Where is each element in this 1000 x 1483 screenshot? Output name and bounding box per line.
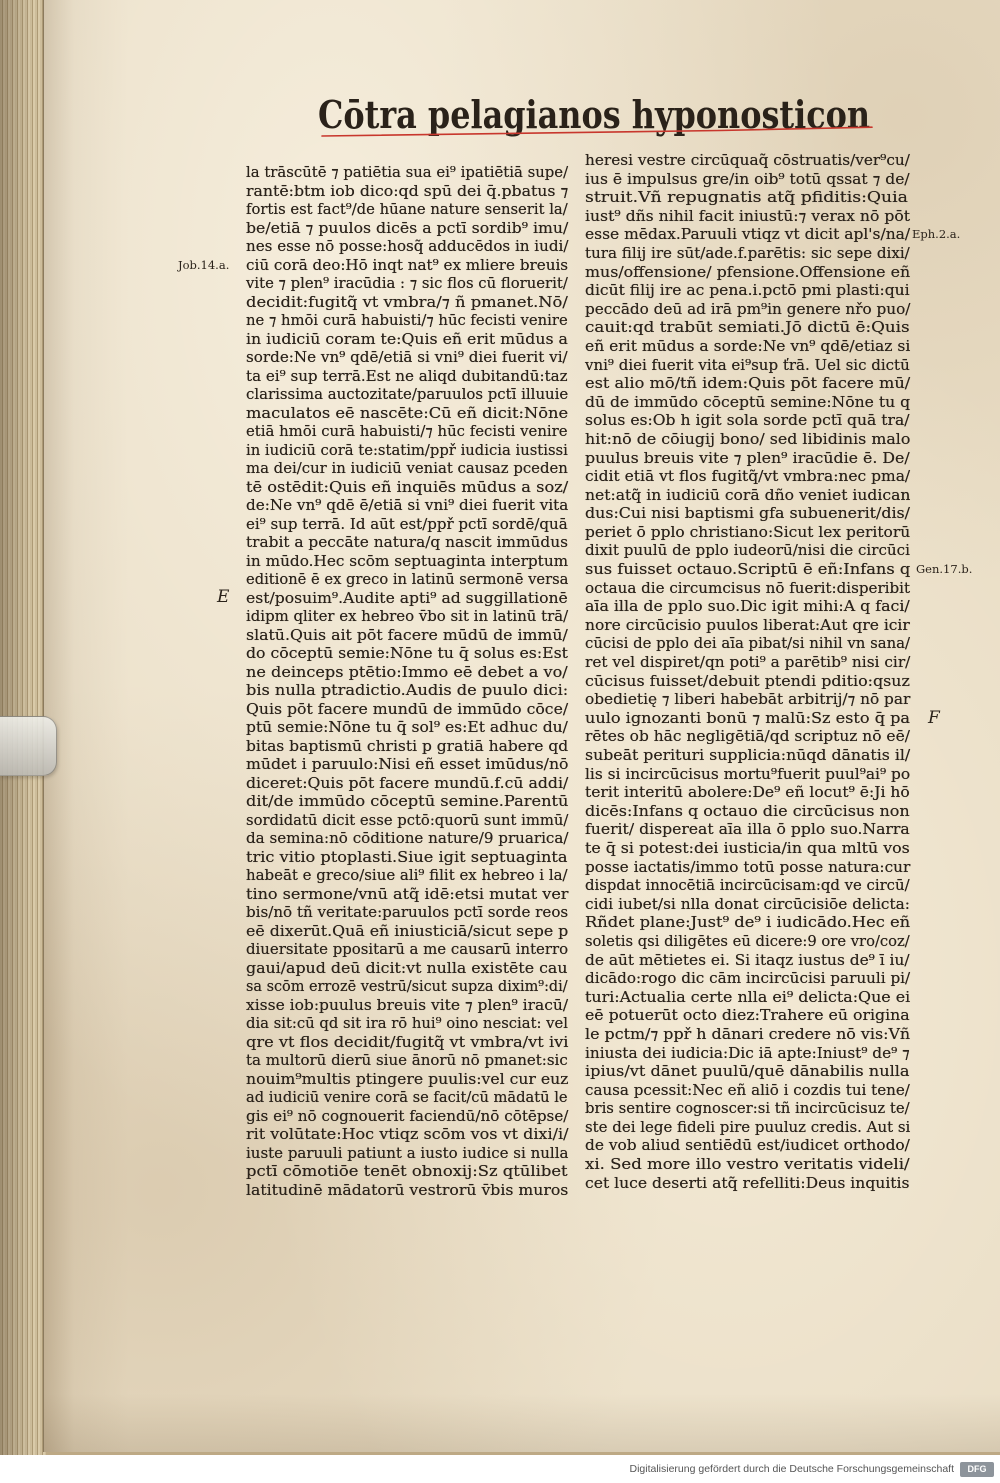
text-line: in iudiciū coram te:Quis eñ erit mūdus a [246, 329, 568, 348]
text-line: periet ō pplo christiano:Sicut lex peritorū [585, 522, 911, 541]
section-marker-e: E [217, 587, 230, 607]
text-line: maculatos eē nascēte:Cū eñ dicit:Nōne [246, 403, 569, 422]
marginal-note-job: Job.14.a. [178, 258, 230, 272]
text-line: pctī cōmotiōe tenēt obnoxij:Sz qtūlibet [246, 1162, 568, 1180]
text-line: tē ostēdit:Quis eñ inquiēs mūdus a soz/ [246, 477, 569, 496]
dfg-logo: DFG [960, 1462, 994, 1477]
text-line: ret vel dispiret/qn poti⁹ a parētib⁹ nisi cir/ [585, 653, 911, 672]
text-line: dū de immūdo cōceptū semine:Nōne tu q [585, 392, 911, 411]
text-line: ta multorū dierū siue ānorū nō pmanet:sic [246, 1051, 568, 1069]
book-clip [0, 716, 57, 776]
text-line: idipm qliter ex hebreo v̄bo sit in latinū trā/ [246, 607, 569, 625]
text-line: sordidatū dicit esse pctō:quorū sunt immū/ [246, 810, 569, 829]
text-line: trabit a peccāte natura/q nascit immūdus [246, 533, 568, 551]
text-line: bis nulla ptradictio.Audis de puulo dici: [246, 681, 569, 699]
text-line: ei⁹ sup terrā. Id aūt est/ppř pctī sordē/quā [246, 514, 568, 533]
text-line: eñ erit mūdus a sorde:Ne vn⁹ qdē/etiaz si [585, 336, 911, 355]
text-line: cūcisus fuisset/debuit ptendi pditio:qsuz [585, 671, 910, 690]
text-line: fortis est fact⁹/de hūane nature senserit la/ [246, 200, 568, 218]
rubric-underline-stroke [322, 127, 872, 136]
text-line: eē potuerūt octo diez:Trahere eū origina [585, 1006, 910, 1025]
text-line: bitas baptismū christi p gratiā habere qd [246, 736, 569, 755]
text-line: gis ei⁹ nō cognouerit faciendū/nō cōtēpse/ [246, 1106, 569, 1125]
text-line: de aūt mētietes ei. Si itaqz iustus de⁹ ī iu/ [585, 950, 910, 969]
text-line: cidit etiā vt flos fugitq̃/vt vmbra:nec pma/ [585, 467, 911, 486]
text-line: fuerit/ dispereat aīa illa ō pplo suo.Narra [585, 820, 910, 839]
text-line: de vob aliud sentiēdū est/iudicet orthodo/ [585, 1136, 910, 1155]
text-line: obedietię ⁊ liberi habebāt arbitrij/⁊ nō par [585, 690, 911, 709]
text-line: tric vitio ptoplasti.Siue igit septuaginta [246, 847, 568, 866]
text-line: aīa illa de pplo suo.Dic igit mihi:A q faci/ [585, 597, 910, 616]
text-line: te q̄ si potest:dei iusticia/in qua mltū vos [585, 838, 910, 857]
text-line: le pctm/⁊ ppř h dānari credere nō vis:Vñ [585, 1024, 911, 1043]
text-line: nes esse nō posse:hosq̃ adducēdos in iudi/ [246, 237, 569, 255]
text-line: diuersitate ppositarū a me causarū interro [246, 940, 569, 958]
text-line: dus:Cui nisi baptismi gfa subuenerit/dis/ [585, 504, 910, 523]
text-line: Rñdet plane:Just⁹ de⁹ i iudicādo.Hec eñ [585, 913, 911, 932]
text-line: dia sit:cū qd sit ira rō hui⁹ oino nesciat: vel [246, 1014, 568, 1032]
text-line: octaua die circumcisus nō fuerit:disperibit [585, 578, 911, 597]
text-line: mūdet i paruulo:Nisi eñ esset imūdus/nō [246, 755, 569, 773]
text-line: hit:nō de cōiugij bono/ sed libidinis malo [585, 429, 911, 448]
text-line: do cōceptū semie:Nōne tu q̄ solus es:Est [246, 644, 568, 662]
text-line: be/etiā ⁊ puulos dicēs a pctī sordib⁹ imu/ [246, 218, 569, 237]
text-line: turi:Actualia certe nlla ei⁹ delicta:Que ei [585, 987, 911, 1006]
text-line: ad iudiciū venire corā se facit/cū mādatū le [246, 1088, 568, 1106]
text-line: terit interitū abolere:De⁹ eñ locut⁹ ē:Ji hō [585, 783, 910, 802]
rubric-underline [320, 124, 876, 140]
text-line: solus es:Ob h igit sola sorde pctī quā tra/ [585, 411, 910, 430]
text-line: puulus breuis vite ⁊ plen⁹ iracūdie ē. De/ [585, 448, 910, 467]
text-line: soletis qsi diligētes eū dicere:9 ore vro/coz/ [585, 931, 910, 950]
text-line: editionē ē ex greco in latinū sermonē versa [246, 570, 569, 588]
text-line: rantē:btm iob dico:qd spū dei q̄.pbatus ⁊ [246, 181, 569, 200]
text-line: bris sentire cognoscer:si tñ incircūcisuz te/ [585, 1099, 910, 1118]
text-line: est alio mō/tñ idem:Quis pōt facere mū/ [585, 374, 911, 393]
text-line: gaui/apud deū dicit:vt nulla existēte cau [246, 958, 568, 977]
text-line: iniusta dei iudicia:Dic iā apte:Iniust⁹ de⁹ ⁊ [585, 1043, 910, 1062]
text-line: tura filij ire sūt/ade.f.parētis: sic sepe dixi/ [585, 243, 910, 262]
text-line: vni⁹ diei fuerit vita ei⁹sup ťrā. Uel sic dictū [585, 355, 910, 374]
text-line: habeāt e greco/siue ali⁹ filit ex hebreo i la/ [246, 866, 568, 884]
text-line: sa scōm errozē vestrū/sicut supza dixim⁹:di/ [246, 977, 568, 995]
text-line: dicādo:rogo dic cām incircūcisi paruuli pi/ [585, 969, 911, 988]
text-line: mus/offensione/ pfensione.Offensione eñ [585, 262, 911, 281]
footer-funding-note: Digitalisierung gefördert durch die Deutsche Forschungsgemeinschaft [629, 1463, 954, 1475]
text-line: latitudinē mādatorū vestrorū v̄bis muros [246, 1180, 569, 1199]
text-line: eē dixerūt.Quā eñ iniusticiā/sicut sepe p [246, 921, 569, 940]
text-line: subeāt perituri supplicia:nūqd dānatis il/ [585, 746, 911, 764]
text-line: iuste paruuli patiunt a iusto iudice si nulla [246, 1143, 569, 1162]
text-line: est/posuim⁹.Audite apti⁹ ad suggillationē [246, 588, 568, 607]
text-line: net:atq̃ in iudiciū corā dño veniet iudican [585, 485, 911, 504]
text-line: peccādo deū ad irā pm⁹in genere nřo puo/ [585, 299, 911, 318]
text-line: rētes ob hāc negligētiā/qd scriptuz nō eē/ [585, 727, 910, 746]
text-line: lis si incircūcisus mortu⁹fuerit puul⁹ai⁹ po [585, 764, 911, 783]
running-title: Cōtra pelagianos hyponosticon [318, 92, 871, 137]
text-line: dit/de immūdo cōceptū semine.Parentū [246, 792, 569, 810]
text-line: de:Ne vn⁹ qdē ē/etiā si vni⁹ diei fuerit vita [246, 496, 569, 514]
text-line: la trāscūtē ⁊ patiētia sua ei⁹ ipatiētiā supe/ [246, 163, 569, 181]
text-line: nore circūcisio puulos liberat:Aut qre icir [585, 615, 910, 634]
text-line: rit volūtate:Hoc vtiqz scōm vos vt dixi/i/ [246, 1125, 569, 1143]
text-line: ius ē impulsus gre/in oib⁹ totū qssat ⁊ de/ [585, 169, 910, 188]
text-line: bis/nō tñ veritate:paruulos pctī sorde reos [246, 903, 569, 921]
text-line: cet luce deserti atq̃ refelliti:Deus inquitis [585, 1173, 910, 1192]
text-line: xisse iob:puulus breuis vite ⁊ plen⁹ iracū/ [246, 995, 569, 1014]
text-line: dicēs:Infans q octauo die circūcisus non [585, 801, 910, 820]
text-line: cidi iubet/si nlla donat circūcisiōe delicta: [585, 894, 910, 913]
text-line: esse mēdax.Paruuli vtiqz vt dicit apl's/na/ [585, 225, 911, 244]
marginal-note-gen: Gen.17.b. [916, 562, 973, 576]
text-line: ta ei⁹ sup terrā.Est ne aliqd dubitandū:taz [246, 366, 568, 385]
text-line: causa pcessit:Nec eñ aliō i cozdis tui tene/ [585, 1080, 910, 1099]
marginal-note-eph: Eph.2.a. [912, 227, 961, 241]
section-marker-f: F [928, 708, 940, 728]
text-line: nouim⁹multis ptingere puulis:vel cur euz [246, 1069, 569, 1088]
text-line: diceret:Quis pōt facere mundū.f.cū addi/ [246, 773, 569, 792]
text-line: ste dei lege fideli pire puuluz credis. Aut si [585, 1117, 911, 1136]
text-line: slatū.Quis ait pōt facere mūdū de immū/ [246, 625, 568, 644]
text-line: ipius/vt dānet puulū/quē dānabilis nulla [585, 1062, 910, 1081]
text-line: ma dei/cur in iudiciū veniat causaz pceden [246, 459, 568, 477]
right-text-column [585, 151, 910, 1192]
text-line: struit.Vñ repugnatis atq̃ pfiditis:Quia [585, 188, 908, 207]
text-line: Quis pōt facere mundū de immūdo cōce/ [246, 699, 569, 718]
text-line: uulo ignozanti bonū ⁊ malū:Sz esto q̄ pa [585, 708, 910, 727]
text-line: vite ⁊ plen⁹ iracūdia : ⁊ sic flos cū floruerit/ [246, 274, 568, 292]
text-line: etiā hmōi curā habuisti/⁊ hūc fecisti venire [246, 422, 568, 440]
text-line: dispdat innocētiā incircūcisam:qd ve circū/ [585, 876, 910, 895]
text-line: xi. Sed more illo vestro veritatis videli/ [585, 1155, 910, 1174]
text-line: clarissima auctozitate/paruulos pctī illuuie [246, 385, 569, 403]
text-line: in mūdo.Hec scōm septuaginta interptum [246, 551, 569, 570]
text-line: cūcisi de pplo dei aīa pibat/si nihil vn sana/ [585, 634, 911, 653]
text-line: da semina:nō cōditione nature/9 pruarica/ [246, 829, 569, 847]
text-line: heresi vestre circūquaq̃ cōstruatis/ver⁹cu/ [585, 151, 910, 169]
text-line: sus fuisset octauo.Scriptū ē eñ:Infans q [585, 560, 911, 579]
text-line: dicūt filij ire ac pena.i.pctō pmi plasti:qui [585, 281, 910, 300]
text-line: ne deinceps ptētio:Immo eē debet a vo/ [246, 662, 568, 681]
text-line: ciū corā deo:Hō inqt nat⁹ ex mliere breuis [246, 255, 569, 274]
text-line: tino sermone/vnū atq̃ idē:etsi mutat ver [246, 884, 569, 903]
text-line: iust⁹ dñs nihil facit iniustū:⁊ verax nō pōt [585, 206, 911, 225]
text-line: qre vt flos decidit/fugitq̃ vt vmbra/vt ivi [246, 1032, 569, 1051]
text-line: ptū semie:Nōne tu q̄ sol⁹ es:Et adhuc du/ [246, 718, 568, 736]
text-line: sorde:Ne vn⁹ qdē/etiā si vni⁹ diei fuerit vi/ [246, 348, 568, 366]
text-line: decidit:fugitq̃ vt vmbra/⁊ ñ pmanet.Nō/ [246, 292, 568, 311]
text-line: ne ⁊ hmōi curā habuisti/⁊ hūc fecisti venire [246, 311, 568, 329]
text-line: in iudiciū corā te:statim/ppř iudicia iustissi [246, 440, 568, 459]
text-line: posse iactatis/immo totū posse natura:cur [585, 857, 911, 876]
text-line: dixit puulū de pplo iudeorū/nisi die circūci [585, 541, 910, 560]
text-line: cauit:qd trabūt semiati.Jō dictū ē:Quis [585, 318, 910, 337]
left-text-column [246, 163, 568, 1199]
